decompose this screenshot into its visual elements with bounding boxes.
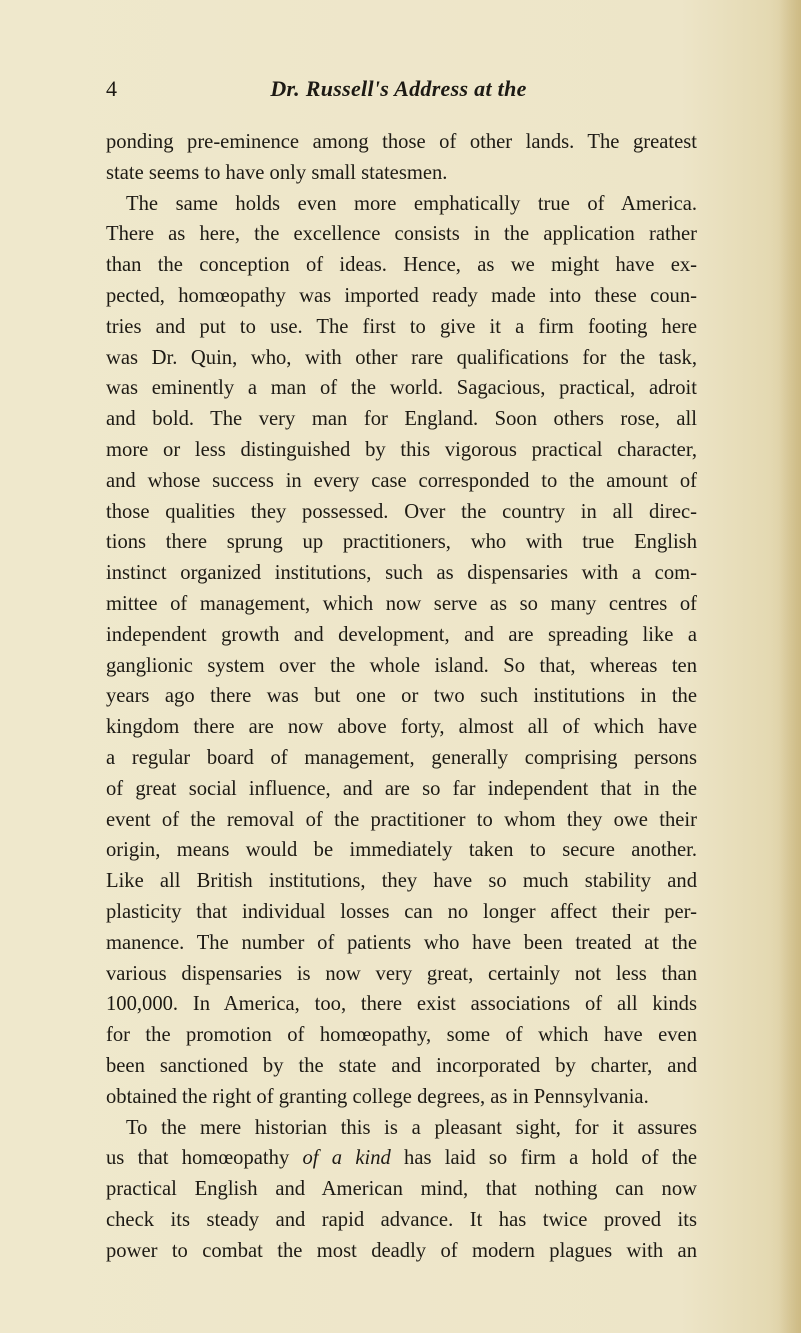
text-line [106,1113,697,1144]
text-line [106,1143,697,1174]
text-line: ponding pre-eminence among those of other lands. The greatest [106,131,697,153]
text-line: origin, means would be immediately taken to secure another. [106,839,697,862]
text-line: ganglionic system over the whole island. So that, whereas ten [106,654,697,677]
text-line: power to combat the most deadly of modern plagues with an [106,1239,697,1262]
text-segment: To the mere historian this is a pleasant sight, for it assures [126,1116,697,1139]
text-line: was eminently a man of the world. Sagacious, practical, adroit [106,377,697,400]
italic-phrase: of a kind [302,1147,391,1170]
text-line: those qualities they possessed. Over the country in all direc- [106,500,697,523]
text-line: been sanctioned by the state and incorporated by charter, and [106,1054,697,1077]
text-line: years ago there was but one or two such institutions in the [106,685,697,708]
text-line: event of the removal of the practitioner to whom they owe their [106,808,697,831]
text-line: check its steady and rapid advance. It has twice proved its [106,1208,697,1231]
text-line: a regular board of management, generally comprising persons [106,746,697,769]
text-line: manence. The number of patients who have been treated at the [106,931,697,954]
text-line: kingdom there are now above forty, almost all of which have [106,716,697,739]
text-line: plasticity that individual losses can no longer affect their per- [106,900,697,923]
running-head: Dr. Russell's Address at the [270,76,527,101]
text-line: 100,000. In America, too, there exist associations of all kinds [106,993,697,1016]
text-line: of great social influence, and are so far independent that in the [106,777,697,800]
text-line: state seems to have only small statesmen. [106,161,448,184]
text-line: than the conception of ideas. Hence, as we might have ex- [106,254,697,277]
text-line: independent growth and development, and are spreading like a [106,623,697,646]
page-header [106,76,691,110]
text-segment: has laid so firm a hold of the [390,1147,698,1170]
text-line: was Dr. Quin, who, with other rare qualifications for the task, [106,346,697,369]
text-line: practical English and American mind, that nothing can now [106,1178,697,1201]
text-line: mittee of management, which now serve as so many centres of [106,592,697,615]
text-line: Like all British institutions, they have so much stability and [106,870,697,893]
text-line: and bold. The very man for England. Soon others rose, all [106,408,697,431]
text-line: for the promotion of homœopathy, some of which have even [106,1024,697,1047]
text-line: obtained the right of granting college degrees, as in Pennsylvania. [106,1085,649,1108]
text-line: tries and put to use. The first to give it a firm footing here [106,315,697,338]
text-line: There as here, the excellence consists in the application rather [106,223,697,246]
text-line: The same holds even more emphatically true of America. [126,192,697,215]
text-line: and whose success in every case corresponded to the amount of [106,469,697,492]
text-line: pected, homœopathy was imported ready made into these coun- [106,284,697,307]
page-number: 4 [106,76,117,101]
text-segment: us that homœopathy [106,1147,303,1170]
text-line: tions there sprung up practitioners, who with true English [106,531,697,554]
text-line: instinct organized institutions, such as dispensaries with a com- [106,562,697,585]
body-text [106,127,697,1266]
page-edge-shadow [779,0,801,1333]
text-line: various dispensaries is now very great, certainly not less than [106,962,697,985]
text-line: more or less distinguished by this vigorous practical character, [106,438,697,461]
